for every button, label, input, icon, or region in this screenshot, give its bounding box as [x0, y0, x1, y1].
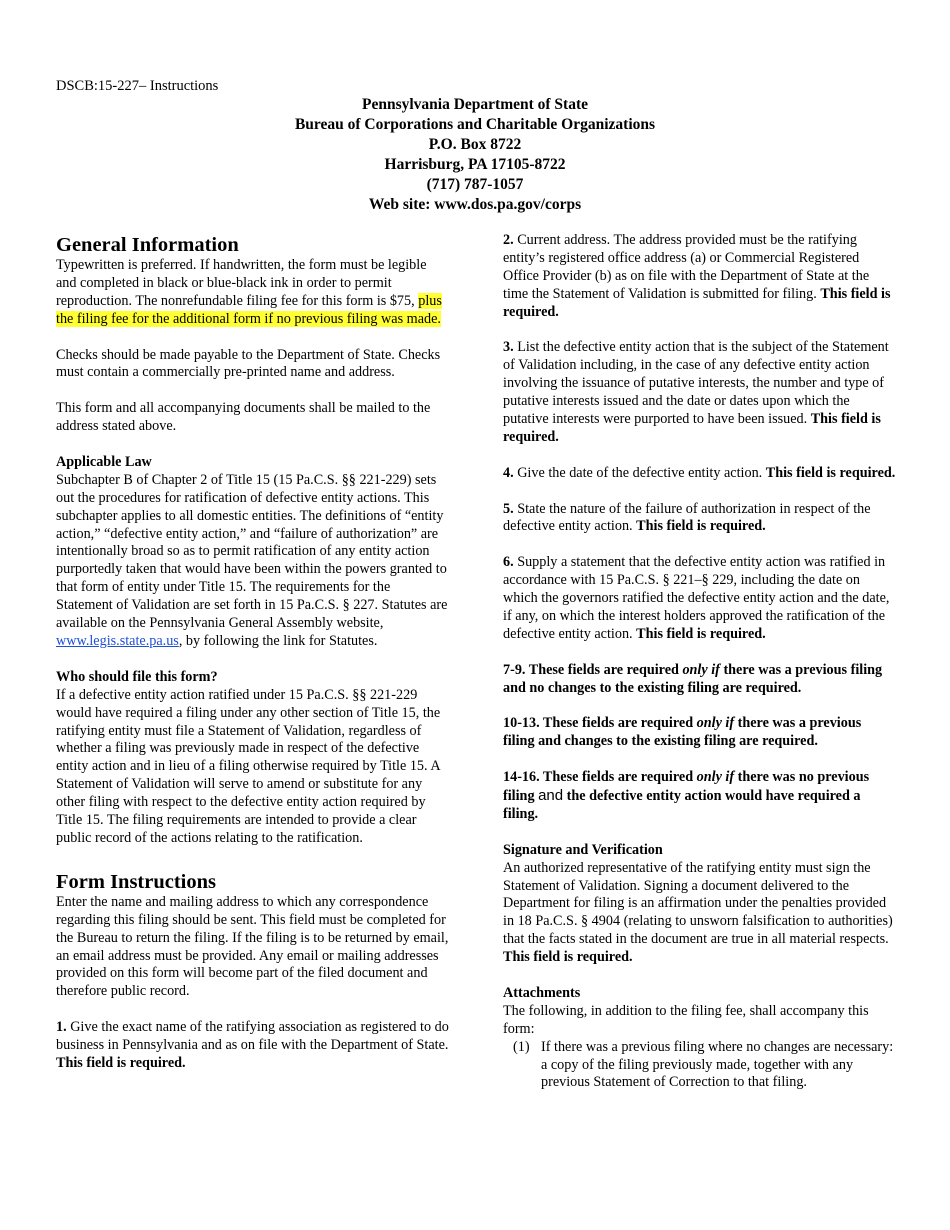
legis-link[interactable]: www.legis.state.pa.us: [56, 632, 179, 649]
item-4-number: 4.: [503, 464, 514, 481]
item-4-required: This field is required.: [765, 464, 896, 481]
attachment-item-1-text: If there was a previous filing where no changes are necessary: a copy of the filing previously made, together with any previous Statement of Correction to that filing.: [541, 1038, 894, 1091]
header-department: Pennsylvania Department of State: [361, 96, 589, 113]
form-intro: Enter the name and mailing address to which any correspondence regarding this filing should be sent. This field must be completed for the Bureau to return the filing. If the filing is to be returned by email, an email address must be provided. Any email or mailing addresses provided on this form will become part of the filed document and therefore public record.: [56, 893, 449, 1000]
items-14-16: [503, 769, 896, 824]
items-14-16-only-if: only if: [696, 769, 735, 786]
items-7-9-b: there was a previous filing and no changes to the existing filing are required.: [503, 661, 883, 696]
signature-body: An authorized representative of the ratifying entity must sign the Statement of Validation. Signing a document delivered to the Department for filing is an affirmation under the penalties provided in 18 Pa.C.S. § 4904 (relating to unsworn falsification to authorities) that the facts stated in the document are true in all material respects.: [503, 859, 893, 948]
form-instructions-heading: Form Instructions: [56, 870, 217, 893]
right-column: [503, 232, 896, 1092]
general-paragraph-fee: [56, 257, 450, 329]
law-tail: , by following the link for Statutes.: [178, 632, 378, 649]
items-10-13-b: there was a previous filing and changes to the existing filing are required.: [503, 715, 862, 750]
header-city: Harrisburg, PA 17105-8722: [384, 156, 566, 173]
agency-header: [0, 95, 950, 215]
fee-text: Typewritten is preferred. If handwritten, the form must be legible and completed in black or blue-black ink in order to permit reproduction. The nonrefundable filing fee for this form is $75,: [56, 257, 427, 309]
item-3-required: This field is required.: [503, 411, 881, 445]
item-6-required: This field is required.: [636, 625, 766, 642]
attachments-heading: Attachments: [503, 984, 581, 1001]
signature-heading: Signature and Verification: [503, 841, 663, 858]
item-6: [503, 554, 896, 644]
general-paragraph-mailing: This form and all accompanying documents shall be mailed to the address stated above.: [56, 400, 431, 435]
applicable-law-text: [56, 472, 450, 651]
items-7-9-a: 7-9. These fields are required: [503, 661, 683, 678]
signature-required: This field is required.: [503, 949, 633, 966]
item-6-text: Supply a statement that the defective entity action was ratified in accordance with 15 Pa.C.S. § 221–§ 229, including the date on which the governors ratified the defective entity action and the date, if any, on which the interest holders approved the ratification of the defective entity action.: [503, 554, 890, 642]
general-paragraph-checks: Checks should be made payable to the Department of State. Checks must contain a commercially pre-printed name and address.: [56, 346, 441, 381]
items-10-13-a: 10-13. These fields are required: [503, 715, 697, 732]
items-14-16-c: the defective entity action would have required a filing.: [503, 787, 861, 822]
items-10-13: [503, 715, 896, 751]
item-3-number: 3.: [503, 339, 514, 356]
attachments-intro: The following, in addition to the filing fee, shall accompany this form:: [503, 1002, 869, 1037]
item-6-number: 6.: [503, 554, 514, 571]
item-2-text: Current address. The address provided must be the ratifying entity’s registered office address (a) or Commercial Registered Office Provider (b) as on file with the Department of State at the time the Statement of Validation is submitted for filing.: [503, 232, 870, 302]
item-1-text: Give the exact name of the ratifying association as registered to do business in Pennsylvania and as on file with the Department of State.: [56, 1019, 449, 1054]
law-body: Subchapter B of Chapter 2 of Title 15 (15 Pa.C.S. §§ 221-229) sets out the procedures for ratification of defective entity actions. This subchapter applies to all domestic entities. The definitions of “entity action,” “defective entity action,” and “failure of authorization” are intentionally broad so as to permit ratification of any entity action purportedly taken that would have been within the powers granted to that form of entity under Title 15. The requirements for the Statement of Validation are set forth in 15 Pa.C.S. § 227. Statutes are available on the Pennsylvania General Assembly website,: [56, 471, 448, 632]
item-4-text: Give the date of the defective entity action.: [513, 464, 766, 481]
header-bureau: Bureau of Corporations and Charitable Organizations: [294, 116, 656, 133]
item-5-text: State the nature of the failure of authorization in respect of the defective entity action.: [503, 500, 871, 535]
item-1-required: This field is required.: [56, 1054, 186, 1071]
item-5: [503, 501, 896, 537]
item-4: [503, 465, 896, 483]
item-2-required: This field is required.: [503, 285, 891, 320]
who-should-file-heading: Who should file this form?: [56, 668, 218, 685]
items-14-16-b: there was no previous filing: [503, 769, 870, 804]
items-14-16-and: and: [538, 786, 564, 804]
general-information-heading: General Information: [56, 234, 239, 256]
item-2: [503, 232, 896, 322]
header-website: Web site: www.dos.pa.gov/corps: [368, 196, 582, 213]
header-phone: (717) 787-1057: [426, 176, 524, 193]
attachment-item-1: [503, 1039, 896, 1093]
who-should-file-text: If a defective entity action ratified under 15 Pa.C.S. §§ 221-229 would have required a filing under any other section of Title 15, the ratifying entity must file a Statement of Validation, regardless of whether a filing was previously made in respect of the defective entity action and in lieu of a filing otherwise required by Title 15. A Statement of Validation will serve to amend or substitute for any other filing with respect to the defective entity action required by Title 15. The filing requirements are intended to provide a clear public record of the actions relating to the ratification.: [56, 686, 441, 846]
left-column: [56, 233, 450, 1073]
item-1-number: 1.: [56, 1019, 67, 1036]
item-3: [503, 339, 896, 446]
items-7-9: [503, 662, 896, 698]
signature-text: [503, 860, 896, 967]
applicable-law-heading: Applicable Law: [56, 453, 152, 470]
item-3-text: List the defective entity action that is the subject of the Statement of Validation including, in the case of any defective entity action involving the issuance of putative interests, the number and type of putative interests issued and the date or dates upon which the putative interests were purported to have been issued.: [503, 339, 889, 428]
header-po-box: P.O. Box 8722: [428, 136, 522, 153]
items-10-13-only-if: only if: [696, 715, 735, 732]
item-5-required: This field is required.: [636, 518, 766, 535]
item-5-number: 5.: [503, 500, 514, 517]
items-14-16-a: 14-16. These fields are required: [503, 769, 697, 786]
item-2-number: 2.: [503, 232, 514, 248]
fee-highlight: plus the filing fee for the additional form if no previous filing was made.: [56, 292, 442, 327]
document-id: DSCB:15-227– Instructions: [56, 78, 219, 94]
attachment-item-1-number: (1): [513, 1038, 530, 1055]
items-7-9-only-if: only if: [682, 661, 720, 678]
item-1: [56, 1019, 450, 1073]
